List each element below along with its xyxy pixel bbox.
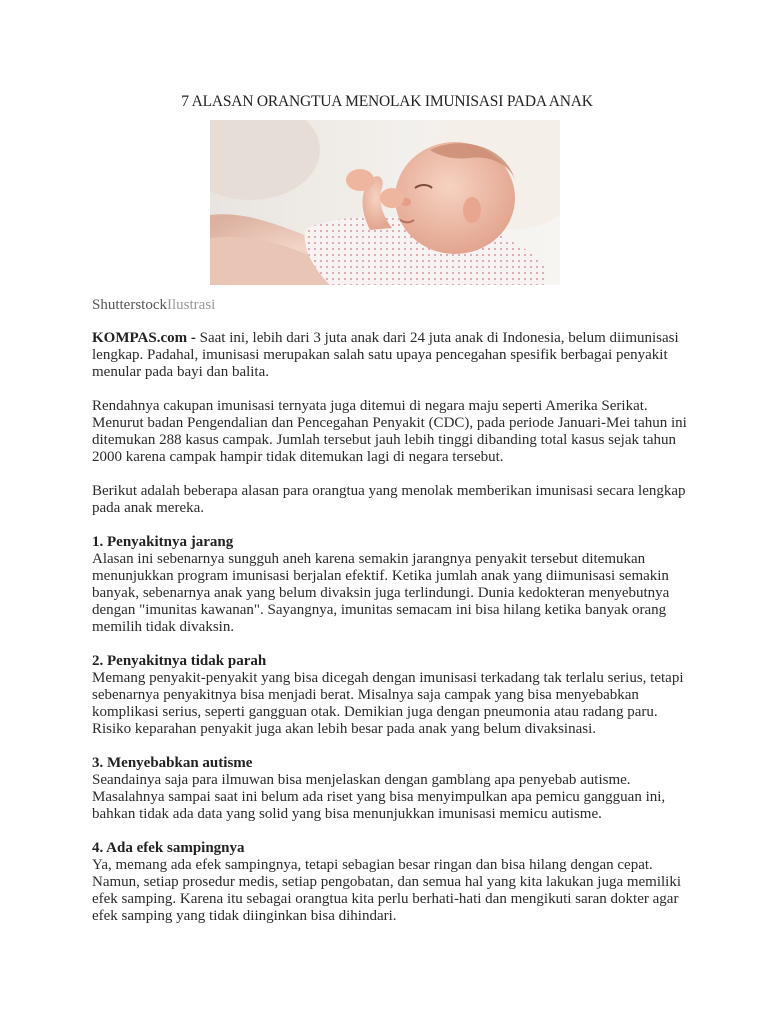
lead-source: KOMPAS.com - <box>92 330 196 346</box>
reason-heading: 2. Penyakitnya tidak parah <box>92 653 267 669</box>
reason-text: Ya, memang ada efek sampingnya, tetapi sebagian besar ringan dan bisa hilang dengan cepat. Namun, setiap prosedur medis, setiap pengobatan, dan semua hal yang kita lakukan juga memiliki efek samping. Karena itu sebagai orangtua kita perlu berhati-hati dan mengikuti saran dokter agar efek samping yang tidak diinginkan bisa dihindari. <box>92 857 682 924</box>
reason-text: Memang penyakit-penyakit yang bisa dicegah dengan imunisasi terkadang tak terlalu serius, tetapi sebenarnya penyakitnya bisa menjadi berat. Misalnya saja campak yang bisa menyebabkan komplikasi serius, seperti gangguan otak. Demikian juga dengan pneumonia atau radang paru. Risiko keparahan penyakit juga akan lebih besar pada anak yang belum divaksinasi. <box>92 670 684 737</box>
lead-paragraph <box>92 330 692 381</box>
article-title: 7 ALASAN ORANGTUA MENOLAK IMUNISASI PADA ANAK <box>181 93 593 110</box>
article-photo <box>210 120 560 285</box>
photo-credit-type: Ilustrasi <box>167 297 216 313</box>
body-paragraph: Rendahnya cakupan imunisasi ternyata juga ditemui di negara maju seperti Amerika Serikat. Menurut badan Pengendalian dan Pencegahan Penyakit (CDC), pada periode Januari-Mei tahun ini ditemukan 288 kasus campak. Jumlah tersebut jauh lebih tinggi dibanding total kasus sejak tahun 2000 karena campak hampir tidak ditemukan lagi di negara tersebut. <box>92 398 687 465</box>
body-paragraph: Berikut adalah beberapa alasan para orangtua yang menolak memberikan imunisasi secara lengkap pada anak mereka. <box>92 483 686 516</box>
reason-text: Seandainya saja para ilmuwan bisa menjelaskan dengan gamblang apa penyebab autisme. Masalahnya sampai saat ini belum ada riset yang bisa menyimpulkan apa pemicu gangguan ini, bahkan tidak ada data yang solid yang bisa menunjukkan imunisasi memicu autisme. <box>92 772 666 822</box>
newborn-baby-photo-icon <box>210 120 560 285</box>
reason-section <box>92 534 692 636</box>
reason-heading: 4. Ada efek sampingnya <box>92 840 245 856</box>
reason-heading: 1. Penyakitnya jarang <box>92 534 234 550</box>
reason-section <box>92 755 692 823</box>
lead-text: Saat ini, lebih dari 3 juta anak dari 24 juta anak di Indonesia, belum diimunisasi lengkap. Padahal, imunisasi merupakan salah satu upaya pencegahan spesifik berbagai penyakit menular pada bayi dan balita. <box>92 330 679 380</box>
reason-heading: 3. Menyebabkan autisme <box>92 755 253 771</box>
photo-caption <box>92 297 215 314</box>
reason-section <box>92 840 692 925</box>
photo-credit-source: Shutterstock <box>92 297 167 313</box>
article-body <box>92 330 692 942</box>
reason-section <box>92 653 692 738</box>
reason-text: Alasan ini sebenarnya sungguh aneh karena semakin jarangnya penyakit tersebut ditemukan menunjukkan program imunisasi berjalan efektif. Ketika jumlah anak yang diimunisasi semakin banyak, sebenarnya anak yang belum divaksin juga terlindungi. Dunia kedokteran menyebutnya dengan "imunitas kawanan". Sayangnya, imunitas semacam ini bisa hilang ketika banyak orang memilih tidak divaksin. <box>92 551 670 635</box>
